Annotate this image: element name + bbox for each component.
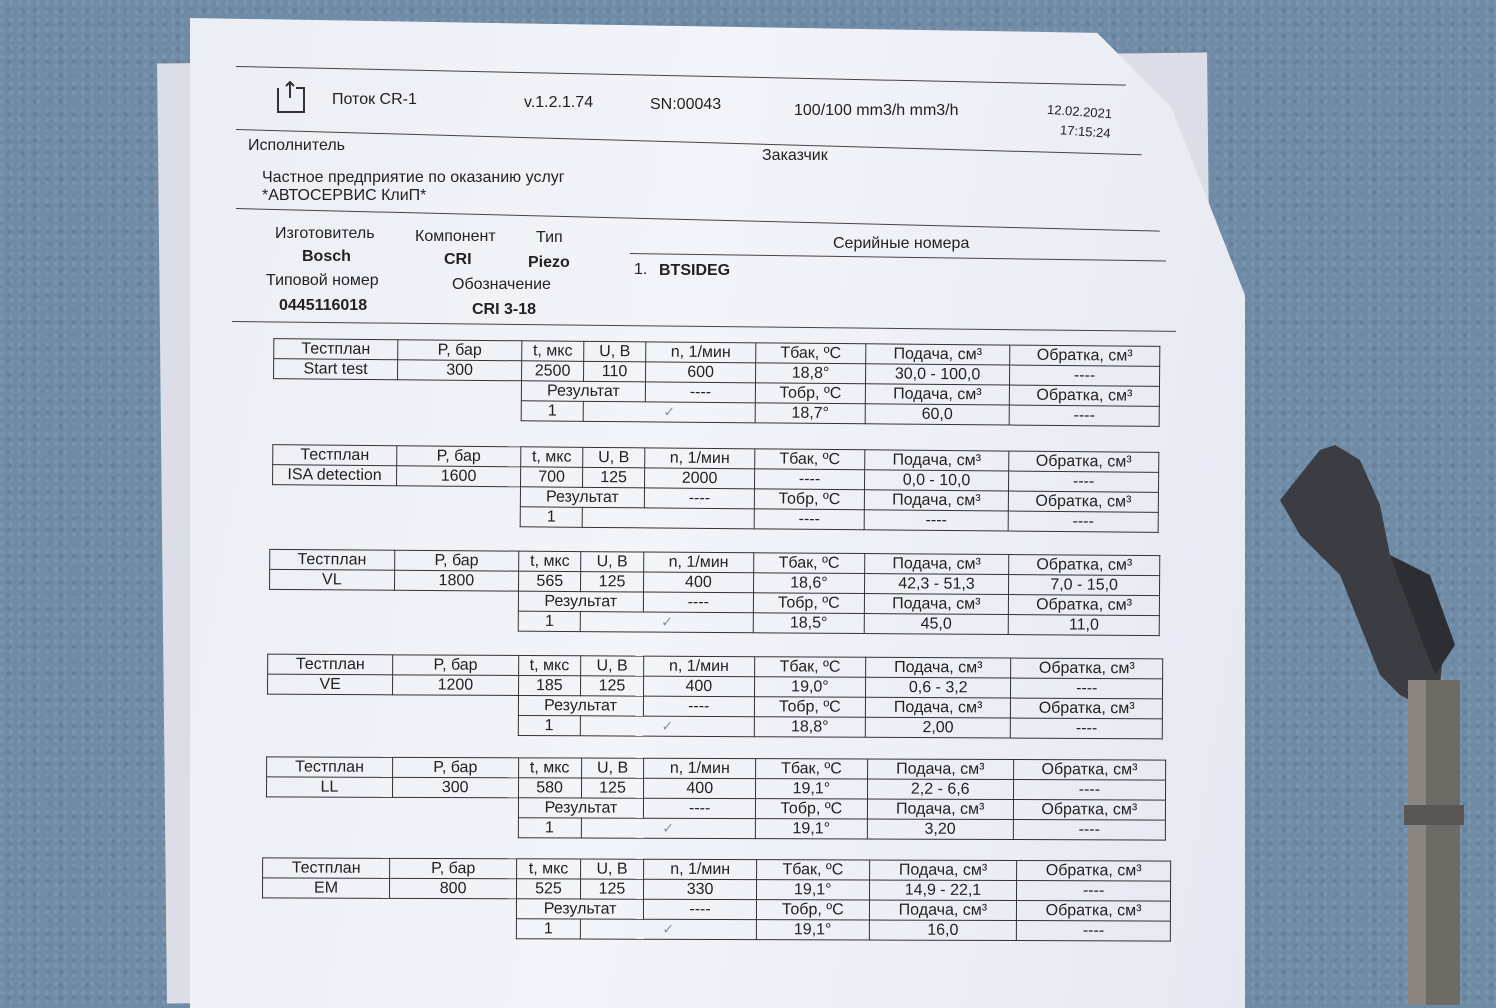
result-label: Результат (518, 695, 643, 716)
pressure-header: P, бар (394, 550, 519, 571)
component-value: CRI (444, 251, 472, 268)
tank-temp-value: 18,8° (755, 363, 865, 384)
voltage-header: U, В (581, 758, 644, 778)
empty-cell (389, 918, 516, 938)
executor-name-line1: Частное предприятие по оказанию услуг (262, 169, 565, 186)
result-row (267, 714, 1162, 739)
empty-cell (390, 898, 517, 918)
units-label: 100/100 mm3/h mm3/h (794, 102, 959, 119)
testplan-header: Тестплан (263, 858, 390, 878)
result-index: 1 (518, 818, 581, 838)
delivery-value: 45,0 (864, 614, 1009, 635)
delivery-value: 60,0 (865, 404, 1009, 425)
tank-temp-header: Тбак, ºС (754, 657, 865, 678)
pressure-header: P, бар (393, 655, 518, 676)
return-temp-header: Тобр, ºС (755, 383, 865, 404)
test-block (267, 654, 1163, 740)
empty-cell (394, 610, 519, 631)
empty-cell (262, 918, 389, 938)
return-header: Обратка, см³ (1009, 451, 1159, 472)
result-dashes: ---- (644, 798, 756, 818)
pressure-value: 300 (398, 360, 522, 381)
return-value: ---- (1008, 511, 1158, 532)
result-index: 1 (521, 401, 583, 422)
tank-temp-header: Тбак, ºС (757, 860, 870, 880)
result-check (580, 919, 756, 940)
return-range: ---- (1008, 471, 1158, 492)
voltage-header: U, В (581, 656, 644, 676)
delivery-header: Подача, см³ (865, 384, 1009, 405)
delivery-range: 42,3 - 51,3 (864, 574, 1009, 595)
delivery-header: Подача, см³ (867, 799, 1013, 820)
pressure-value: 300 (392, 777, 518, 797)
rpm-value: 600 (646, 362, 756, 383)
result-row (262, 918, 1170, 941)
pulse-time-value: 525 (517, 879, 581, 899)
fuel-injector-photo (1280, 445, 1470, 1005)
voltage-value: 125 (581, 778, 644, 798)
rpm-value: 2000 (645, 468, 755, 489)
pulse-time-header: t, мкс (522, 341, 584, 362)
component-label: Компонент (415, 228, 496, 245)
test-block (269, 549, 1161, 636)
delivery-range: 0,0 - 10,0 (864, 470, 1008, 491)
return-temp-header: Тобр, ºС (755, 799, 867, 819)
empty-cell (397, 400, 521, 421)
rpm-value: 400 (643, 572, 754, 593)
delivery-header: Подача, см³ (869, 900, 1017, 921)
pulse-time-value: 700 (521, 467, 583, 488)
return-temp-value: 19,1° (755, 819, 867, 839)
return-value: ---- (1013, 820, 1165, 841)
return-value: ---- (1009, 405, 1159, 426)
result-index: 1 (520, 507, 582, 528)
voltage-header: U, В (581, 552, 643, 572)
return-header: Обратка, см³ (1009, 595, 1160, 616)
type-number-label: Типовой номер (266, 272, 379, 289)
designation-label: Обозначение (452, 276, 551, 293)
return-range: ---- (1017, 881, 1171, 902)
parties-rule (236, 208, 1160, 232)
return-temp-value: 18,7° (755, 403, 865, 424)
return-header: Обратка, см³ (1013, 760, 1165, 781)
delivery-range: 30,0 - 100,0 (865, 364, 1009, 385)
pressure-header: P, бар (390, 858, 517, 878)
return-header: Обратка, см³ (1017, 901, 1171, 922)
voltage-header: U, В (584, 341, 646, 362)
result-label: Результат (517, 899, 644, 919)
serials-rule (630, 253, 1166, 261)
type-value: Piezo (528, 254, 570, 271)
header-bottom-rule (236, 129, 1142, 155)
executor-label: Исполнитель (248, 137, 346, 154)
voltage-value: 125 (581, 572, 643, 592)
report-date: 12.02.2021 (1046, 101, 1113, 122)
customer-label: Заказчик (762, 147, 828, 164)
return-temp-header: Тобр, ºС (753, 593, 864, 614)
pressure-value: 1600 (397, 466, 521, 487)
return-range: ---- (1009, 365, 1159, 386)
result-row (266, 817, 1165, 840)
type-label: Тип (536, 229, 563, 246)
empty-cell (273, 379, 397, 400)
software-version: v.1.2.1.74 (524, 94, 594, 111)
voltage-value: 125 (581, 676, 644, 696)
empty-cell (267, 694, 392, 715)
pulse-time-header: t, мкс (519, 551, 581, 571)
pulse-time-header: t, мкс (518, 758, 581, 778)
return-temp-header: Тобр, ºС (754, 697, 865, 718)
voltage-header: U, В (583, 447, 645, 468)
test-name: VL (270, 569, 395, 590)
delivery-header: Подача, см³ (865, 450, 1009, 471)
component-rule (232, 321, 1176, 332)
pulse-time-value: 185 (518, 675, 581, 695)
empty-cell (394, 590, 519, 611)
delivery-header: Подача, см³ (866, 344, 1010, 365)
pressure-value: 1200 (393, 675, 518, 696)
voltage-value: 125 (583, 467, 645, 488)
result-check (581, 612, 754, 633)
return-header: Обратка, см³ (1011, 658, 1163, 679)
tank-temp-header: Тбак, ºС (754, 553, 865, 574)
result-dashes: ---- (644, 488, 754, 509)
testplan-header: Тестплан (268, 654, 393, 675)
serial-value: BTSIDEG (659, 262, 731, 279)
empty-cell (262, 898, 389, 918)
delivery-header: Подача, см³ (864, 594, 1009, 615)
empty-cell (266, 817, 392, 837)
return-header: Обратка, см³ (1009, 385, 1159, 406)
device-logo-icon (276, 80, 306, 114)
tank-temp-value: 19,0° (754, 677, 865, 698)
empty-cell (392, 797, 518, 817)
serial-index: 1. (634, 261, 648, 278)
return-header: Обратка, см³ (1011, 698, 1163, 719)
tank-temp-value: 19,1° (756, 779, 868, 799)
test-name: LL (267, 777, 393, 797)
rpm-value: 400 (643, 676, 754, 697)
empty-cell (267, 714, 392, 735)
testplan-header: Тестплан (273, 445, 397, 466)
result-dashes: ---- (644, 899, 757, 919)
test-name: VE (268, 674, 393, 695)
testplan-header: Тестплан (267, 757, 393, 777)
return-header: Обратка, см³ (1008, 491, 1158, 512)
delivery-value: ---- (864, 510, 1008, 531)
return-header: Обратка, см³ (1009, 555, 1160, 576)
delivery-range: 14,9 - 22,1 (869, 880, 1017, 901)
test-name: EM (263, 878, 390, 898)
device-name: Поток CR-1 (332, 91, 417, 108)
pulse-time-value: 580 (518, 778, 581, 798)
rpm-header: n, 1/мин (646, 342, 756, 363)
result-index: 1 (518, 611, 580, 631)
check-icon: ✓ (661, 717, 674, 734)
empty-cell (272, 505, 396, 526)
result-check (583, 401, 755, 423)
result-label: Результат (521, 381, 645, 402)
testplan-header: Тестплан (274, 339, 398, 360)
testplan-header: Тестплан (270, 549, 395, 570)
empty-cell (269, 609, 394, 630)
delivery-value: 3,20 (867, 819, 1013, 840)
report-time: 17:15:24 (1059, 122, 1112, 141)
pressure-value: 1800 (394, 570, 519, 591)
return-header: Обратка, см³ (1010, 345, 1160, 366)
pressure-header: P, бар (398, 340, 522, 361)
result-check (581, 818, 756, 839)
empty-cell (392, 817, 518, 837)
result-check (580, 716, 754, 737)
tank-temp-value: 18,6° (754, 573, 865, 594)
header-top-rule (236, 66, 1126, 86)
empty-cell (272, 485, 396, 506)
empty-cell (393, 695, 518, 716)
delivery-header: Подача, см³ (867, 759, 1013, 780)
pulse-time-header: t, мкс (521, 447, 583, 468)
return-range: 7,0 - 15,0 (1009, 575, 1160, 596)
result-dashes: ---- (643, 592, 754, 613)
test-name: ISA detection (273, 465, 397, 486)
rpm-header: n, 1/мин (644, 758, 756, 778)
pulse-time-value: 565 (519, 571, 581, 591)
delivery-header: Подача, см³ (865, 697, 1011, 718)
result-check (582, 507, 754, 529)
return-value: ---- (1017, 921, 1171, 942)
delivery-value: 2,00 (865, 717, 1011, 738)
check-icon: ✓ (661, 613, 673, 630)
tank-temp-header: Тбак, ºС (756, 343, 866, 364)
result-label: Результат (520, 487, 644, 508)
return-value: 11,0 (1008, 615, 1159, 636)
delivery-header: Подача, см³ (864, 554, 1009, 575)
executor-name-line2: *АВТОСЕРВИС КлиП* (262, 187, 427, 204)
return-temp-value: 18,5° (753, 613, 864, 634)
result-dashes: ---- (645, 382, 755, 403)
return-value: ---- (1011, 718, 1163, 739)
empty-cell (397, 380, 521, 401)
manufacturer-label: Изготовитель (275, 225, 375, 242)
check-icon: ✓ (663, 403, 676, 420)
delivery-range: 0,6 - 3,2 (865, 677, 1011, 698)
result-label: Результат (518, 798, 644, 818)
test-block (273, 338, 1161, 427)
result-dashes: ---- (643, 696, 754, 717)
delivery-header: Подача, см³ (869, 860, 1017, 881)
rpm-value: 400 (644, 778, 756, 798)
test-name: Start test (274, 359, 398, 380)
return-temp-value: ---- (754, 509, 864, 530)
return-temp-header: Тобр, ºС (754, 489, 864, 510)
voltage-value: 110 (584, 361, 646, 382)
test-block (266, 756, 1166, 840)
pulse-time-value: 2500 (522, 361, 584, 382)
pulse-time-header: t, мкс (518, 655, 581, 675)
device-serial: SN:00043 (650, 96, 722, 113)
return-temp-value: 18,8° (754, 717, 865, 738)
tank-temp-value: ---- (754, 469, 864, 490)
serials-label: Серийные номера (833, 235, 970, 252)
rpm-value: 330 (644, 879, 757, 899)
empty-cell (393, 715, 518, 736)
rpm-header: n, 1/мин (644, 859, 757, 879)
pressure-header: P, бар (397, 446, 521, 467)
manufacturer-value: Bosch (302, 248, 351, 265)
rpm-header: n, 1/мин (643, 656, 754, 677)
return-temp-header: Тобр, ºС (756, 900, 869, 920)
empty-cell (273, 399, 397, 420)
tank-temp-value: 19,1° (756, 880, 869, 900)
test-block (262, 857, 1171, 941)
delivery-header: Подача, см³ (866, 657, 1012, 678)
delivery-value: 16,0 (869, 920, 1017, 941)
return-header: Обратка, см³ (1013, 800, 1165, 821)
return-range: ---- (1011, 678, 1163, 699)
empty-cell (269, 589, 394, 610)
voltage-header: U, В (580, 859, 644, 879)
designation-value: CRI 3-18 (472, 301, 537, 318)
tank-temp-header: Тбак, ºС (756, 759, 868, 779)
voltage-value: 125 (580, 879, 644, 899)
rpm-header: n, 1/мин (643, 552, 754, 573)
delivery-range: 2,2 - 6,6 (867, 779, 1013, 800)
result-label: Результат (518, 591, 643, 612)
delivery-header: Подача, см³ (864, 490, 1008, 511)
result-index: 1 (518, 715, 581, 735)
pulse-time-header: t, мкс (517, 859, 581, 879)
tank-temp-header: Тбак, ºС (755, 449, 865, 470)
pressure-header: P, бар (392, 757, 518, 777)
return-range: ---- (1013, 780, 1165, 801)
empty-cell (266, 797, 392, 817)
result-index: 1 (517, 919, 581, 939)
empty-cell (396, 486, 520, 507)
check-icon: ✓ (662, 920, 675, 937)
empty-cell (396, 506, 520, 527)
return-temp-value: 19,1° (756, 920, 869, 940)
rpm-header: n, 1/мин (645, 448, 755, 469)
pressure-value: 800 (390, 878, 517, 898)
check-icon: ✓ (662, 819, 675, 836)
test-block (272, 444, 1160, 533)
type-number-value: 0445116018 (279, 297, 368, 314)
return-header: Обратка, см³ (1017, 861, 1171, 882)
